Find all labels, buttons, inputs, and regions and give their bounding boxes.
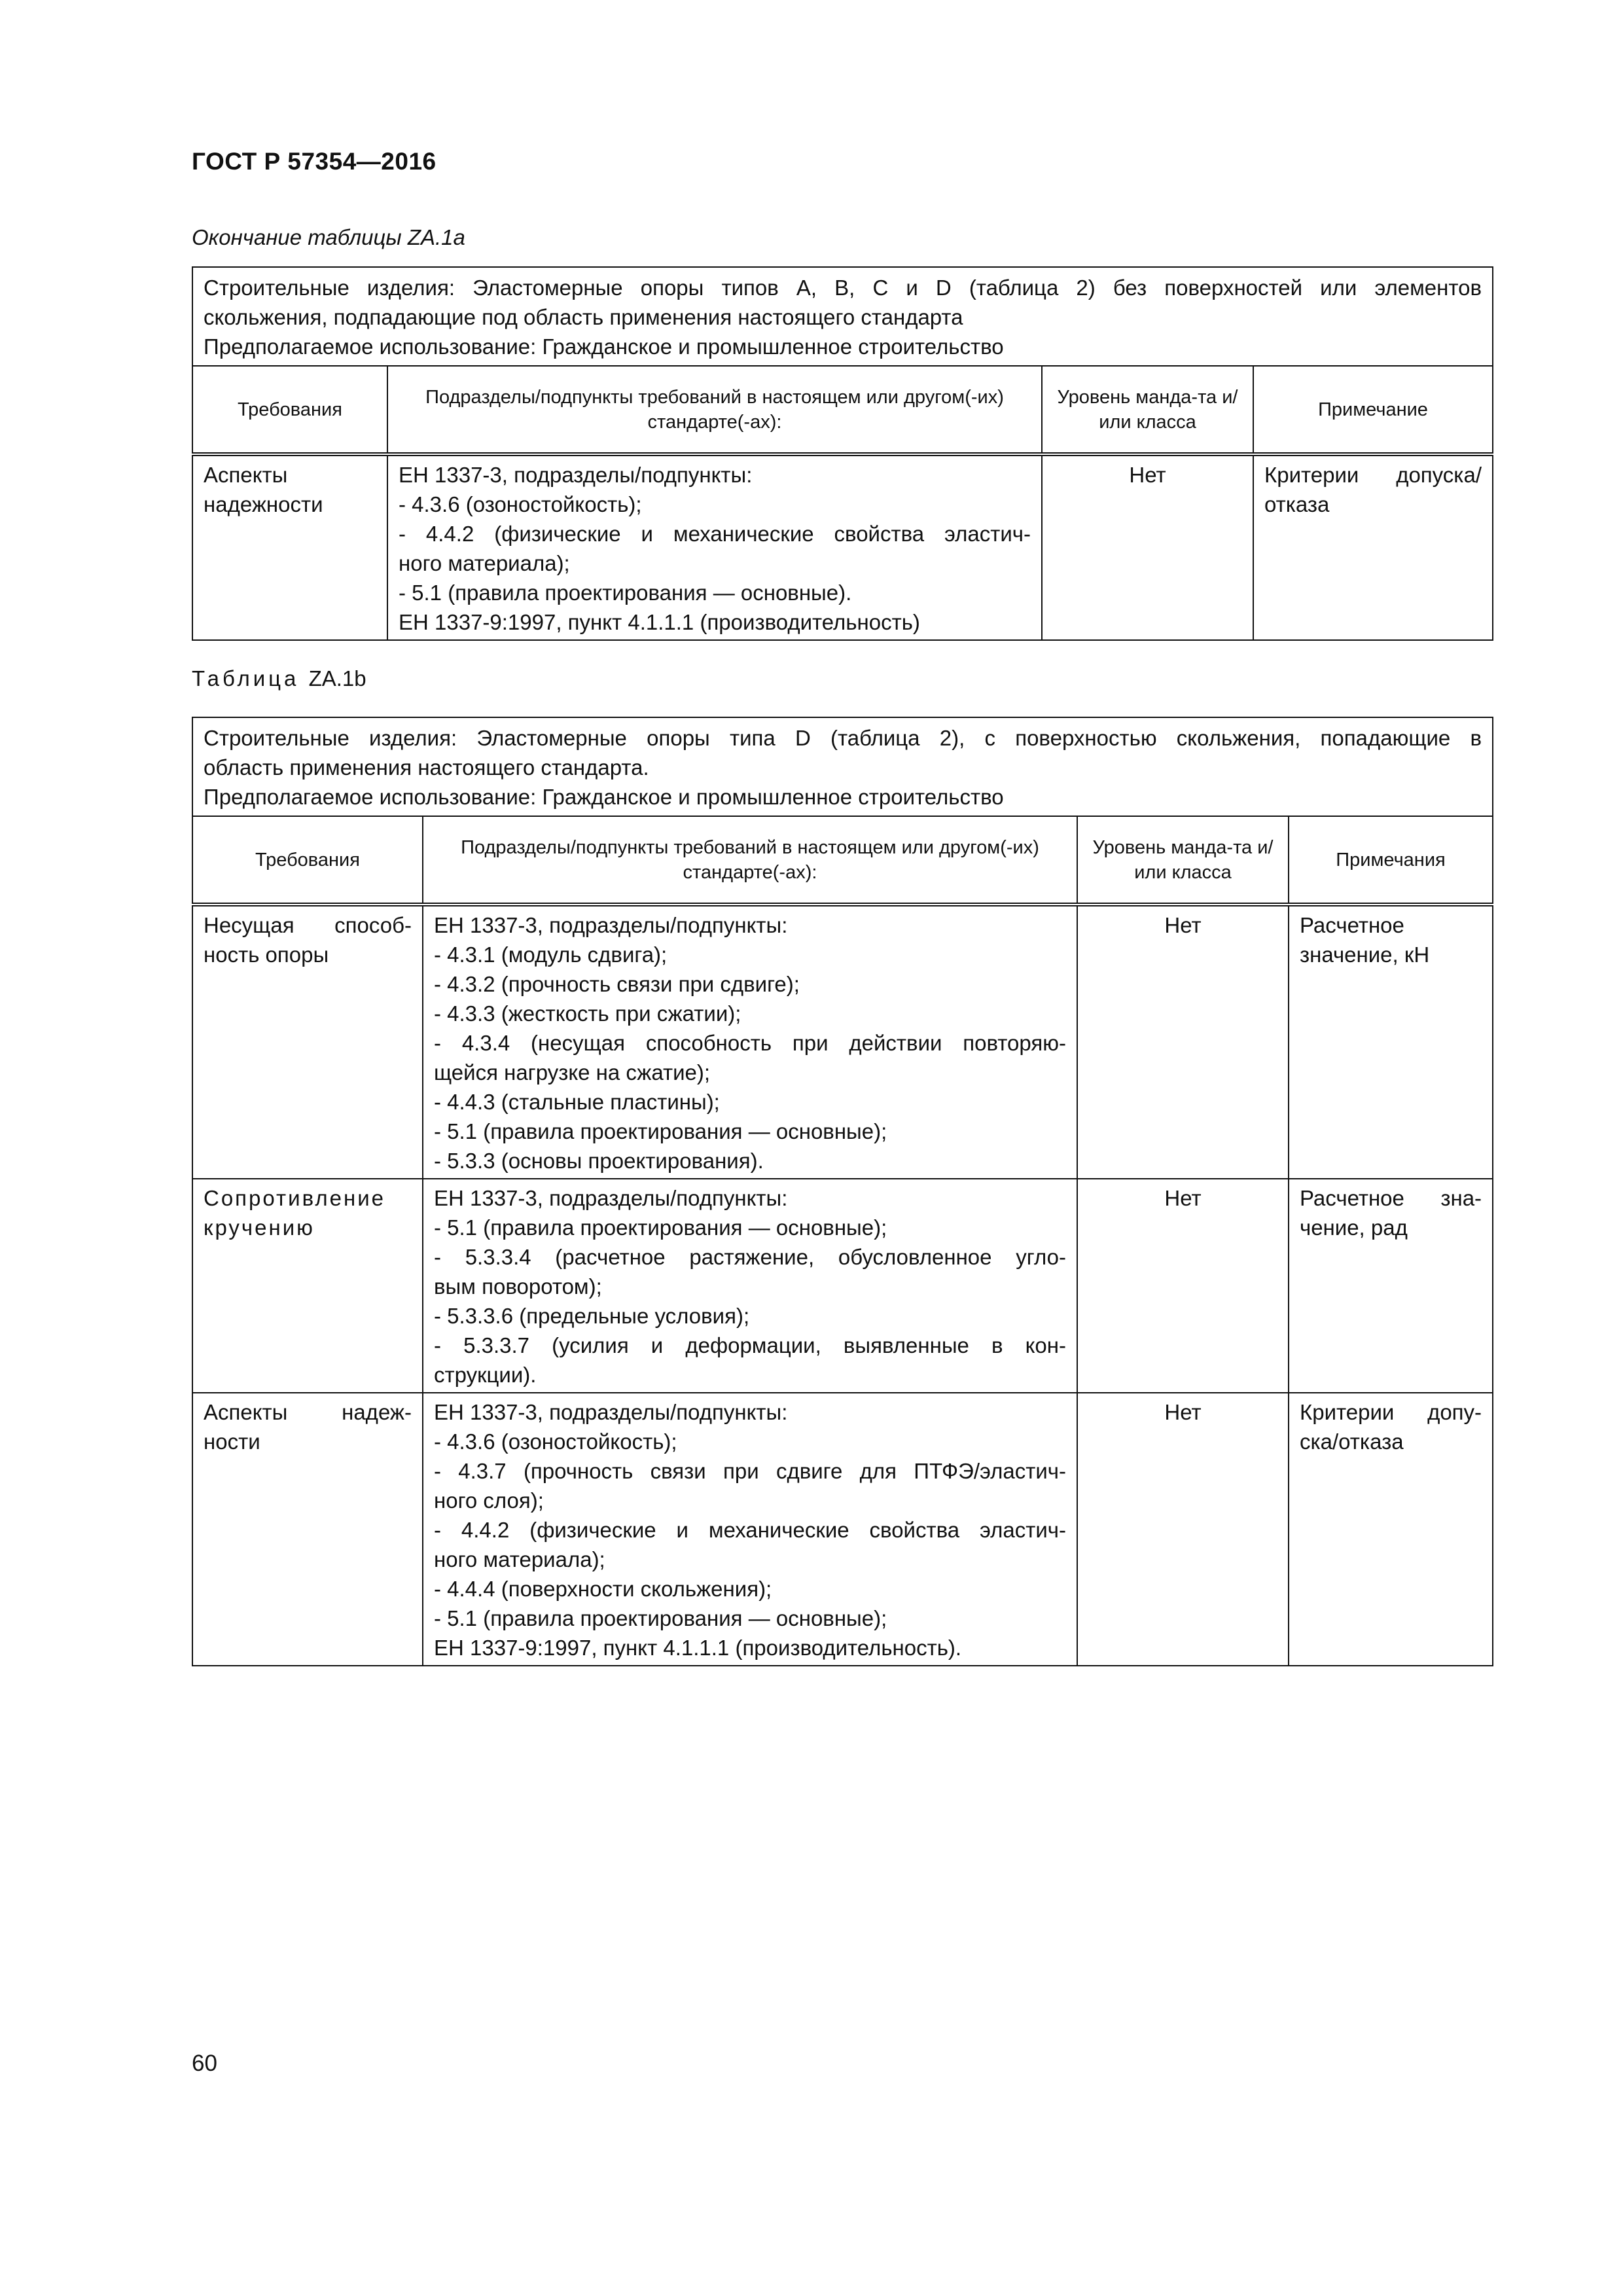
clause-line: - 4.3.6 (озоностойкость); [434, 1429, 677, 1454]
column-header-clauses: Подразделы/подпункты требований в настоящем или другом(-их) стандарте(-ах): [423, 816, 1077, 905]
clause-line: вым поворотом); [434, 1274, 602, 1299]
clauses-cell [387, 454, 1042, 640]
intro-line: Предполагаемое использование: Гражданское и промышленное строительство [204, 785, 1004, 809]
clause-line: - 4.4.2 (физические и механические свойства эластич- [399, 522, 1031, 546]
intro-line: Строительные изделия: Эластомерные опоры типов А, В, С и D (таблица 2) без поверхностей или элементов [204, 276, 1482, 300]
clause-line: - 5.1 (правила проектирования — основные); [434, 1606, 887, 1630]
table-za1b [192, 717, 1493, 1666]
level-cell: Нет [1042, 454, 1253, 640]
level-cell: Нет [1077, 905, 1289, 1179]
document-header: ГОСТ Р 57354—2016 [192, 148, 437, 175]
intro-line: Строительные изделия: Эластомерные опоры типа D (таблица 2), с поверхностью скольжения, попадающие в [204, 726, 1482, 750]
clause-line: струкции). [434, 1363, 537, 1387]
note-cell: Расчетное значение, кН [1289, 905, 1493, 1179]
note-cell: Критерии допуска/ отказа [1253, 454, 1493, 640]
requirement-cell: Аспекты надеж-ности [192, 1393, 423, 1666]
table-caption-prefix: Таблица [192, 666, 300, 691]
table-intro [192, 717, 1493, 816]
table-row [192, 905, 1493, 1179]
clause-line: ЕН 1337-9:1997, пункт 4.1.1.1 (производительность) [399, 610, 920, 634]
requirement-cell: Аспекты надежности [192, 454, 387, 640]
table-continuation-caption: Окончание таблицы ZA.1a [192, 225, 465, 249]
table-caption-code: ZA.1b [308, 666, 366, 691]
clause-line: ЕН 1337-3, подразделы/подпункты: [434, 1400, 788, 1424]
column-header-level: Уровень манда-та и/или класса [1042, 366, 1253, 454]
clause-line: - 4.3.1 (модуль сдвига); [434, 942, 668, 967]
clause-line: - 5.1 (правила проектирования — основные). [399, 581, 852, 605]
clause-line: - 4.3.7 (прочность связи при сдвиге для ПТФЭ/эластич- [434, 1459, 1066, 1483]
clause-line: - 4.3.2 (прочность связи при сдвиге); [434, 972, 800, 996]
clause-line: - 4.4.3 (стальные пластины); [434, 1090, 720, 1114]
table-caption [192, 666, 366, 691]
clause-line: ного материала); [399, 551, 570, 575]
requirement-cell: Сопротивление кручению [192, 1179, 423, 1393]
clause-line: ного материала); [434, 1547, 605, 1571]
clause-line: - 5.3.3.4 (расчетное растяжение, обусловленное угло- [434, 1245, 1066, 1269]
column-header-note: Примечания [1289, 816, 1493, 905]
clause-line: - 4.3.6 (озоностойкость); [399, 492, 642, 516]
column-header-level: Уровень манда-та и/или класса [1077, 816, 1289, 905]
intro-line: область применения настоящего стандарта. [204, 755, 649, 780]
page-number: 60 [192, 2051, 217, 2076]
table-row [192, 1179, 1493, 1393]
clause-line: ЕН 1337-3, подразделы/подпункты: [399, 463, 753, 487]
clauses-cell [423, 905, 1077, 1179]
clause-line: - 5.1 (правила проектирования — основные); [434, 1215, 887, 1240]
clause-line: - 4.3.4 (несущая способность при действии повторяю- [434, 1031, 1066, 1055]
clauses-cell [423, 1179, 1077, 1393]
table-intro [192, 267, 1493, 366]
table-za1a [192, 266, 1493, 641]
clause-line: - 5.3.3.6 (предельные условия); [434, 1304, 750, 1328]
intro-line: скольжения, подпадающие под область применения настоящего стандарта [204, 305, 963, 329]
clause-line: ЕН 1337-9:1997, пункт 4.1.1.1 (производительность). [434, 1636, 962, 1660]
clause-line: - 5.3.3.7 (усилия и деформации, выявленные в кон- [434, 1333, 1066, 1357]
column-header-clauses: Подразделы/подпункты требований в настоящем или другом(-их) стандарте(-ах): [387, 366, 1042, 454]
level-cell: Нет [1077, 1179, 1289, 1393]
clause-line: ЕН 1337-3, подразделы/подпункты: [434, 1186, 788, 1210]
intro-line: Предполагаемое использование: Гражданское и промышленное строительство [204, 334, 1004, 359]
clauses-cell [423, 1393, 1077, 1666]
column-header-requirements: Требования [192, 366, 387, 454]
clause-line: ЕН 1337-3, подразделы/подпункты: [434, 913, 788, 937]
clause-line: - 4.3.3 (жесткость при сжатии); [434, 1001, 741, 1026]
clause-line: - 4.4.4 (поверхности скольжения); [434, 1577, 772, 1601]
clause-line: - 5.1 (правила проектирования — основные); [434, 1119, 887, 1143]
clause-line: - 4.4.2 (физические и механические свойства эластич- [434, 1518, 1066, 1542]
column-header-note: Примечание [1253, 366, 1493, 454]
table-row [192, 454, 1493, 640]
table-row [192, 1393, 1493, 1666]
note-cell: Критерии допу-ска/отказа [1289, 1393, 1493, 1666]
note-cell: Расчетное зна-чение, рад [1289, 1179, 1493, 1393]
level-cell: Нет [1077, 1393, 1289, 1666]
clause-line: щейся нагрузке на сжатие); [434, 1060, 711, 1085]
column-header-requirements: Требования [192, 816, 423, 905]
requirement-cell: Несущая способ-ность опоры [192, 905, 423, 1179]
clause-line: ного слоя); [434, 1488, 544, 1513]
clause-line: - 5.3.3 (основы проектирования). [434, 1149, 764, 1173]
